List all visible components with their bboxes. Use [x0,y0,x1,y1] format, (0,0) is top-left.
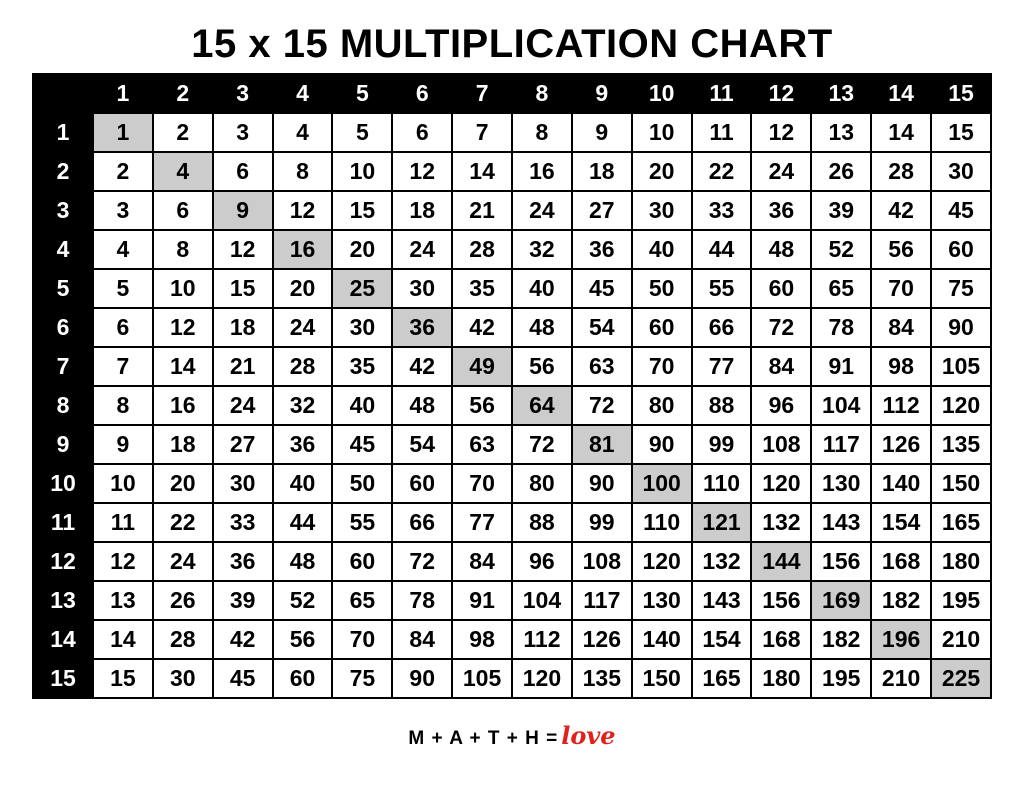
column-header-11: 11 [692,74,752,113]
product-cell: 130 [632,581,692,620]
product-cell: 21 [213,347,273,386]
product-cell: 56 [452,386,512,425]
product-cell: 50 [632,269,692,308]
product-cell: 98 [871,347,931,386]
product-cell: 88 [692,386,752,425]
product-cell: 16 [153,386,213,425]
product-cell: 6 [93,308,153,347]
table-row [33,347,991,386]
product-cell: 40 [273,464,333,503]
product-cell: 9 [93,425,153,464]
column-header-2: 2 [153,74,213,113]
product-cell: 99 [572,503,632,542]
product-cell: 39 [213,581,273,620]
product-cell: 75 [332,659,392,698]
product-cell: 28 [273,347,333,386]
product-cell: 2 [153,113,213,152]
table-row [33,386,991,425]
product-cell: 4 [273,113,333,152]
product-cell: 39 [811,191,871,230]
product-cell: 30 [931,152,991,191]
table-row [33,308,991,347]
product-cell: 56 [871,230,931,269]
table-row [33,191,991,230]
table-row [33,269,991,308]
product-cell: 55 [692,269,752,308]
product-cell: 120 [931,386,991,425]
product-cell: 44 [692,230,752,269]
product-cell: 105 [452,659,512,698]
row-header-15: 15 [33,659,93,698]
footer-love-word: love [561,721,616,750]
column-header-9: 9 [572,74,632,113]
product-cell: 42 [871,191,931,230]
product-cell: 24 [153,542,213,581]
product-cell: 60 [632,308,692,347]
product-cell: 156 [811,542,871,581]
table-header-row [33,74,991,113]
product-cell: 66 [392,503,452,542]
chart-table-container [32,73,992,699]
product-cell: 21 [452,191,512,230]
column-header-13: 13 [811,74,871,113]
product-cell: 70 [632,347,692,386]
product-cell: 105 [931,347,991,386]
column-header-15: 15 [931,74,991,113]
product-cell: 18 [392,191,452,230]
row-header-9: 9 [33,425,93,464]
product-cell: 154 [871,503,931,542]
product-cell: 56 [273,620,333,659]
multiplication-table [32,73,992,699]
column-header-14: 14 [871,74,931,113]
product-cell: 48 [512,308,572,347]
product-cell: 26 [153,581,213,620]
product-cell-highlighted: 4 [153,152,213,191]
product-cell: 132 [751,503,811,542]
product-cell-highlighted: 225 [931,659,991,698]
product-cell: 14 [871,113,931,152]
product-cell: 120 [751,464,811,503]
product-cell: 33 [213,503,273,542]
product-cell: 18 [213,308,273,347]
product-cell: 84 [751,347,811,386]
product-cell: 110 [692,464,752,503]
product-cell: 72 [512,425,572,464]
product-cell: 84 [452,542,512,581]
product-cell: 72 [392,542,452,581]
product-cell: 28 [153,620,213,659]
product-cell: 20 [273,269,333,308]
product-cell: 108 [572,542,632,581]
product-cell: 130 [811,464,871,503]
product-cell: 45 [931,191,991,230]
product-cell: 13 [93,581,153,620]
product-cell: 24 [213,386,273,425]
product-cell: 40 [332,386,392,425]
product-cell: 7 [93,347,153,386]
product-cell: 80 [632,386,692,425]
product-cell: 78 [811,308,871,347]
product-cell: 48 [273,542,333,581]
product-cell: 24 [273,308,333,347]
row-header-2: 2 [33,152,93,191]
product-cell: 13 [811,113,871,152]
row-header-7: 7 [33,347,93,386]
product-cell: 14 [452,152,512,191]
product-cell: 27 [213,425,273,464]
product-cell: 104 [512,581,572,620]
product-cell: 42 [213,620,273,659]
product-cell: 28 [871,152,931,191]
product-cell: 15 [931,113,991,152]
product-cell: 63 [452,425,512,464]
product-cell: 8 [93,386,153,425]
product-cell: 52 [811,230,871,269]
product-cell: 8 [273,152,333,191]
product-cell: 112 [871,386,931,425]
product-cell: 77 [452,503,512,542]
product-cell: 210 [871,659,931,698]
table-row [33,620,991,659]
product-cell: 75 [931,269,991,308]
product-cell-highlighted: 121 [692,503,752,542]
product-cell: 20 [632,152,692,191]
product-cell: 35 [452,269,512,308]
product-cell: 36 [273,425,333,464]
row-header-3: 3 [33,191,93,230]
product-cell: 195 [931,581,991,620]
product-cell: 14 [93,620,153,659]
product-cell: 72 [572,386,632,425]
product-cell: 150 [632,659,692,698]
product-cell: 42 [392,347,452,386]
product-cell: 112 [512,620,572,659]
product-cell: 78 [392,581,452,620]
product-cell: 24 [392,230,452,269]
product-cell: 50 [332,464,392,503]
product-cell: 45 [572,269,632,308]
product-cell: 32 [273,386,333,425]
product-cell: 36 [213,542,273,581]
product-cell: 35 [332,347,392,386]
table-row [33,464,991,503]
product-cell: 60 [273,659,333,698]
product-cell: 154 [692,620,752,659]
product-cell: 10 [93,464,153,503]
footer-formula: M + A + T + H = [408,728,559,749]
product-cell: 180 [751,659,811,698]
product-cell: 156 [751,581,811,620]
product-cell-highlighted: 81 [572,425,632,464]
product-cell: 24 [751,152,811,191]
product-cell: 70 [452,464,512,503]
product-cell: 117 [572,581,632,620]
row-header-12: 12 [33,542,93,581]
product-cell: 168 [871,542,931,581]
table-row [33,230,991,269]
product-cell: 18 [572,152,632,191]
product-cell: 6 [153,191,213,230]
product-cell: 15 [93,659,153,698]
product-cell: 182 [811,620,871,659]
column-header-12: 12 [751,74,811,113]
product-cell: 36 [751,191,811,230]
product-cell: 168 [751,620,811,659]
product-cell: 55 [332,503,392,542]
product-cell: 108 [751,425,811,464]
product-cell: 135 [931,425,991,464]
product-cell: 54 [572,308,632,347]
product-cell: 40 [512,269,572,308]
product-cell-highlighted: 100 [632,464,692,503]
product-cell: 165 [692,659,752,698]
column-header-8: 8 [512,74,572,113]
product-cell: 104 [811,386,871,425]
product-cell: 72 [751,308,811,347]
table-row [33,113,991,152]
table-row [33,503,991,542]
product-cell: 44 [273,503,333,542]
product-cell: 8 [512,113,572,152]
product-cell: 45 [213,659,273,698]
product-cell: 24 [512,191,572,230]
product-cell-highlighted: 25 [332,269,392,308]
product-cell: 26 [811,152,871,191]
product-cell: 20 [332,230,392,269]
product-cell: 40 [632,230,692,269]
page-title: 15 x 15 MULTIPLICATION CHART [191,22,833,66]
product-cell: 11 [692,113,752,152]
row-header-4: 4 [33,230,93,269]
product-cell: 27 [572,191,632,230]
table-row [33,542,991,581]
product-cell-highlighted: 9 [213,191,273,230]
product-cell: 90 [392,659,452,698]
product-cell: 110 [632,503,692,542]
product-cell: 3 [93,191,153,230]
product-cell: 60 [332,542,392,581]
table-row [33,581,991,620]
product-cell: 126 [871,425,931,464]
product-cell: 9 [572,113,632,152]
product-cell: 143 [692,581,752,620]
product-cell-highlighted: 1 [93,113,153,152]
product-cell: 8 [153,230,213,269]
product-cell: 132 [692,542,752,581]
product-cell: 7 [452,113,512,152]
column-header-3: 3 [213,74,273,113]
product-cell: 14 [153,347,213,386]
product-cell: 10 [632,113,692,152]
row-header-1: 1 [33,113,93,152]
product-cell-highlighted: 64 [512,386,572,425]
row-header-14: 14 [33,620,93,659]
product-cell: 12 [153,308,213,347]
product-cell: 90 [632,425,692,464]
product-cell: 2 [93,152,153,191]
product-cell: 65 [332,581,392,620]
product-cell: 60 [392,464,452,503]
table-corner-cell [33,74,93,113]
product-cell: 22 [692,152,752,191]
product-cell: 12 [273,191,333,230]
row-header-11: 11 [33,503,93,542]
product-cell: 30 [392,269,452,308]
product-cell: 143 [811,503,871,542]
column-header-4: 4 [273,74,333,113]
product-cell: 52 [273,581,333,620]
product-cell: 15 [332,191,392,230]
column-header-1: 1 [93,74,153,113]
table-row [33,425,991,464]
row-header-5: 5 [33,269,93,308]
product-cell: 60 [751,269,811,308]
product-cell: 12 [392,152,452,191]
product-cell: 88 [512,503,572,542]
product-cell: 56 [512,347,572,386]
product-cell: 140 [871,464,931,503]
row-header-6: 6 [33,308,93,347]
table-row [33,659,991,698]
column-header-6: 6 [392,74,452,113]
product-cell-highlighted: 144 [751,542,811,581]
product-cell: 18 [153,425,213,464]
row-header-10: 10 [33,464,93,503]
product-cell: 12 [213,230,273,269]
product-cell: 12 [93,542,153,581]
product-cell: 16 [512,152,572,191]
row-header-13: 13 [33,581,93,620]
product-cell: 63 [572,347,632,386]
footer-note [0,721,1024,750]
product-cell: 182 [871,581,931,620]
product-cell: 5 [332,113,392,152]
product-cell: 77 [692,347,752,386]
product-cell: 70 [332,620,392,659]
product-cell: 91 [811,347,871,386]
product-cell: 45 [332,425,392,464]
product-cell: 91 [452,581,512,620]
product-cell: 90 [572,464,632,503]
product-cell: 96 [512,542,572,581]
product-cell: 210 [931,620,991,659]
product-cell-highlighted: 49 [452,347,512,386]
product-cell: 126 [572,620,632,659]
product-cell: 22 [153,503,213,542]
row-header-8: 8 [33,386,93,425]
product-cell: 10 [153,269,213,308]
product-cell: 30 [153,659,213,698]
table-row [33,152,991,191]
product-cell: 60 [931,230,991,269]
product-cell: 80 [512,464,572,503]
product-cell: 5 [93,269,153,308]
product-cell: 3 [213,113,273,152]
product-cell: 70 [871,269,931,308]
product-cell: 28 [452,230,512,269]
product-cell: 12 [751,113,811,152]
product-cell: 33 [692,191,752,230]
product-cell: 6 [392,113,452,152]
product-cell: 42 [452,308,512,347]
product-cell: 140 [632,620,692,659]
product-cell: 117 [811,425,871,464]
product-cell: 98 [452,620,512,659]
product-cell: 30 [332,308,392,347]
product-cell: 120 [632,542,692,581]
column-header-10: 10 [632,74,692,113]
product-cell: 54 [392,425,452,464]
product-cell: 65 [811,269,871,308]
product-cell: 48 [751,230,811,269]
product-cell: 120 [512,659,572,698]
product-cell: 150 [931,464,991,503]
product-cell: 32 [512,230,572,269]
product-cell: 30 [213,464,273,503]
product-cell: 48 [392,386,452,425]
product-cell-highlighted: 16 [273,230,333,269]
product-cell: 99 [692,425,752,464]
product-cell: 10 [332,152,392,191]
product-cell: 36 [572,230,632,269]
column-header-7: 7 [452,74,512,113]
product-cell: 135 [572,659,632,698]
product-cell: 20 [153,464,213,503]
product-cell-highlighted: 36 [392,308,452,347]
product-cell: 165 [931,503,991,542]
product-cell: 6 [213,152,273,191]
product-cell: 84 [871,308,931,347]
product-cell: 66 [692,308,752,347]
product-cell: 84 [392,620,452,659]
product-cell-highlighted: 196 [871,620,931,659]
product-cell: 90 [931,308,991,347]
product-cell: 180 [931,542,991,581]
product-cell: 11 [93,503,153,542]
product-cell: 4 [93,230,153,269]
product-cell-highlighted: 169 [811,581,871,620]
product-cell: 30 [632,191,692,230]
product-cell: 96 [751,386,811,425]
column-header-5: 5 [332,74,392,113]
product-cell: 15 [213,269,273,308]
product-cell: 195 [811,659,871,698]
